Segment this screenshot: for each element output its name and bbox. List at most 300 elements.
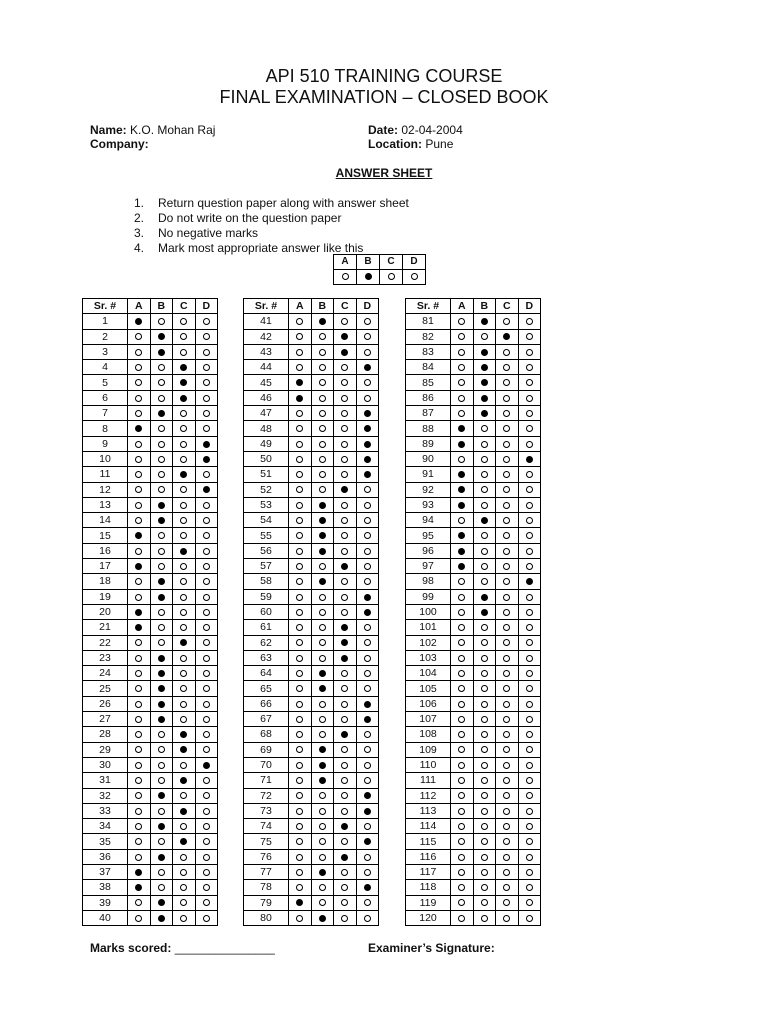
answer-bubble-cell[interactable] [334,849,357,864]
answer-bubble-cell[interactable] [311,344,334,359]
answer-bubble-cell[interactable] [451,880,474,895]
answer-bubble-cell[interactable] [173,895,196,910]
answer-bubble-cell[interactable] [518,650,541,665]
answer-bubble-cell[interactable] [289,528,312,543]
answer-bubble-cell[interactable] [128,650,151,665]
answer-bubble-cell[interactable] [473,712,496,727]
answer-bubble-cell[interactable] [311,467,334,482]
answer-bubble-cell[interactable] [128,559,151,574]
answer-bubble-cell[interactable] [356,451,379,466]
answer-bubble-cell[interactable] [334,314,357,329]
answer-bubble-cell[interactable] [356,666,379,681]
answer-bubble-cell[interactable] [195,819,218,834]
answer-bubble-cell[interactable] [173,788,196,803]
answer-bubble-cell[interactable] [289,360,312,375]
answer-bubble-cell[interactable] [195,803,218,818]
answer-bubble-cell[interactable] [173,528,196,543]
answer-bubble-cell[interactable] [356,788,379,803]
answer-bubble-cell[interactable] [334,329,357,344]
answer-bubble-cell[interactable] [128,604,151,619]
answer-bubble-cell[interactable] [150,895,173,910]
answer-bubble-cell[interactable] [289,712,312,727]
answer-bubble-cell[interactable] [289,650,312,665]
answer-bubble-cell[interactable] [518,513,541,528]
answer-bubble-cell[interactable] [150,513,173,528]
answer-bubble-cell[interactable] [311,451,334,466]
answer-bubble-cell[interactable] [150,467,173,482]
answer-bubble-cell[interactable] [195,727,218,742]
answer-bubble-cell[interactable] [195,742,218,757]
answer-bubble-cell[interactable] [496,574,519,589]
answer-bubble-cell[interactable] [150,650,173,665]
answer-bubble-cell[interactable] [128,742,151,757]
answer-bubble-cell[interactable] [195,604,218,619]
answer-bubble-cell[interactable] [128,788,151,803]
answer-bubble-cell[interactable] [496,559,519,574]
answer-bubble-cell[interactable] [173,497,196,512]
answer-bubble-cell[interactable] [356,742,379,757]
answer-bubble-cell[interactable] [150,604,173,619]
answer-bubble-cell[interactable] [473,742,496,757]
answer-bubble-cell[interactable] [334,666,357,681]
answer-bubble-cell[interactable] [473,421,496,436]
answer-bubble-cell[interactable] [451,344,474,359]
answer-bubble-cell[interactable] [496,497,519,512]
answer-bubble-cell[interactable] [150,436,173,451]
answer-bubble-cell[interactable] [334,773,357,788]
answer-bubble-cell[interactable] [173,436,196,451]
answer-bubble-cell[interactable] [311,712,334,727]
answer-bubble-cell[interactable] [451,910,474,925]
answer-bubble-cell[interactable] [518,773,541,788]
answer-bubble-cell[interactable] [356,329,379,344]
answer-bubble-cell[interactable] [150,712,173,727]
answer-bubble-cell[interactable] [518,467,541,482]
answer-bubble-cell[interactable] [289,773,312,788]
answer-bubble-cell[interactable] [496,390,519,405]
answer-bubble-cell[interactable] [128,574,151,589]
answer-bubble-cell[interactable] [451,604,474,619]
answer-bubble-cell[interactable] [334,681,357,696]
answer-bubble-cell[interactable] [356,803,379,818]
answer-bubble-cell[interactable] [334,344,357,359]
answer-bubble-cell[interactable] [150,360,173,375]
answer-bubble-cell[interactable] [451,849,474,864]
answer-bubble-cell[interactable] [451,864,474,879]
answer-bubble-cell[interactable] [496,604,519,619]
answer-bubble-cell[interactable] [518,344,541,359]
answer-bubble-cell[interactable] [356,467,379,482]
answer-bubble-cell[interactable] [518,528,541,543]
answer-bubble-cell[interactable] [356,635,379,650]
answer-bubble-cell[interactable] [518,849,541,864]
answer-bubble-cell[interactable] [334,513,357,528]
answer-bubble-cell[interactable] [518,803,541,818]
answer-bubble-cell[interactable] [150,406,173,421]
answer-bubble-cell[interactable] [195,497,218,512]
answer-bubble-cell[interactable] [195,849,218,864]
answer-bubble-cell[interactable] [173,696,196,711]
answer-bubble-cell[interactable] [289,727,312,742]
answer-bubble-cell[interactable] [334,497,357,512]
answer-bubble-cell[interactable] [496,528,519,543]
answer-bubble-cell[interactable] [356,528,379,543]
answer-bubble-cell[interactable] [173,482,196,497]
answer-bubble-cell[interactable] [496,482,519,497]
answer-bubble-cell[interactable] [334,421,357,436]
answer-bubble-cell[interactable] [356,421,379,436]
answer-bubble-cell[interactable] [195,834,218,849]
answer-bubble-cell[interactable] [496,513,519,528]
answer-bubble-cell[interactable] [150,375,173,390]
answer-bubble-cell[interactable] [289,482,312,497]
answer-bubble-cell[interactable] [356,880,379,895]
answer-bubble-cell[interactable] [289,895,312,910]
answer-bubble-cell[interactable] [173,390,196,405]
answer-bubble-cell[interactable] [518,910,541,925]
answer-bubble-cell[interactable] [289,604,312,619]
answer-bubble-cell[interactable] [356,834,379,849]
answer-bubble-cell[interactable] [311,329,334,344]
answer-bubble-cell[interactable] [289,742,312,757]
answer-bubble-cell[interactable] [356,344,379,359]
answer-bubble-cell[interactable] [473,375,496,390]
answer-bubble-cell[interactable] [289,757,312,772]
answer-bubble-cell[interactable] [311,635,334,650]
answer-bubble-cell[interactable] [311,528,334,543]
answer-bubble-cell[interactable] [356,910,379,925]
answer-bubble-cell[interactable] [334,375,357,390]
answer-bubble-cell[interactable] [496,696,519,711]
answer-bubble-cell[interactable] [496,406,519,421]
answer-bubble-cell[interactable] [496,910,519,925]
answer-bubble-cell[interactable] [356,650,379,665]
answer-bubble-cell[interactable] [334,390,357,405]
answer-bubble-cell[interactable] [356,849,379,864]
answer-bubble-cell[interactable] [356,895,379,910]
answer-bubble-cell[interactable] [451,773,474,788]
answer-bubble-cell[interactable] [173,344,196,359]
answer-bubble-cell[interactable] [451,314,474,329]
answer-bubble-cell[interactable] [518,757,541,772]
answer-bubble-cell[interactable] [334,910,357,925]
answer-bubble-cell[interactable] [150,314,173,329]
answer-bubble-cell[interactable] [128,589,151,604]
answer-bubble-cell[interactable] [473,834,496,849]
answer-bubble-cell[interactable] [150,344,173,359]
answer-bubble-cell[interactable] [496,757,519,772]
answer-bubble-cell[interactable] [150,421,173,436]
answer-bubble-cell[interactable] [195,620,218,635]
answer-bubble-cell[interactable] [473,696,496,711]
answer-bubble-cell[interactable] [128,681,151,696]
answer-bubble-cell[interactable] [311,910,334,925]
answer-bubble-cell[interactable] [195,681,218,696]
answer-bubble-cell[interactable] [311,666,334,681]
answer-bubble-cell[interactable] [496,329,519,344]
answer-bubble-cell[interactable] [150,451,173,466]
answer-bubble-cell[interactable] [496,436,519,451]
answer-bubble-cell[interactable] [150,559,173,574]
answer-bubble-cell[interactable] [518,574,541,589]
answer-bubble-cell[interactable] [173,712,196,727]
answer-bubble-cell[interactable] [473,895,496,910]
answer-bubble-cell[interactable] [128,375,151,390]
answer-bubble-cell[interactable] [518,436,541,451]
answer-bubble-cell[interactable] [311,895,334,910]
answer-bubble-cell[interactable] [496,727,519,742]
answer-bubble-cell[interactable] [311,864,334,879]
answer-bubble-cell[interactable] [150,543,173,558]
answer-bubble-cell[interactable] [334,406,357,421]
answer-bubble-cell[interactable] [473,803,496,818]
answer-bubble-cell[interactable] [356,559,379,574]
answer-bubble-cell[interactable] [128,864,151,879]
answer-bubble-cell[interactable] [128,666,151,681]
answer-bubble-cell[interactable] [334,742,357,757]
answer-bubble-cell[interactable] [128,513,151,528]
answer-bubble-cell[interactable] [195,880,218,895]
answer-bubble-cell[interactable] [150,773,173,788]
answer-bubble-cell[interactable] [289,834,312,849]
answer-bubble-cell[interactable] [195,421,218,436]
answer-bubble-cell[interactable] [496,834,519,849]
answer-bubble-cell[interactable] [150,574,173,589]
answer-bubble-cell[interactable] [289,666,312,681]
answer-bubble-cell[interactable] [311,589,334,604]
answer-bubble-cell[interactable] [311,604,334,619]
answer-bubble-cell[interactable] [289,910,312,925]
answer-bubble-cell[interactable] [451,788,474,803]
answer-bubble-cell[interactable] [473,574,496,589]
answer-bubble-cell[interactable] [173,849,196,864]
answer-bubble-cell[interactable] [311,375,334,390]
answer-bubble-cell[interactable] [150,589,173,604]
answer-bubble-cell[interactable] [195,788,218,803]
answer-bubble-cell[interactable] [518,375,541,390]
answer-bubble-cell[interactable] [173,864,196,879]
answer-bubble-cell[interactable] [289,467,312,482]
answer-bubble-cell[interactable] [150,742,173,757]
answer-bubble-cell[interactable] [496,849,519,864]
answer-bubble-cell[interactable] [289,314,312,329]
answer-bubble-cell[interactable] [195,666,218,681]
answer-bubble-cell[interactable] [128,712,151,727]
answer-bubble-cell[interactable] [356,314,379,329]
answer-bubble-cell[interactable] [334,880,357,895]
answer-bubble-cell[interactable] [173,467,196,482]
answer-bubble-cell[interactable] [334,482,357,497]
answer-bubble-cell[interactable] [289,880,312,895]
answer-bubble-cell[interactable] [150,757,173,772]
answer-bubble-cell[interactable] [173,620,196,635]
answer-bubble-cell[interactable] [451,375,474,390]
example-bubble-cell[interactable] [403,270,426,285]
answer-bubble-cell[interactable] [150,819,173,834]
answer-bubble-cell[interactable] [289,574,312,589]
answer-bubble-cell[interactable] [473,451,496,466]
answer-bubble-cell[interactable] [150,696,173,711]
answer-bubble-cell[interactable] [195,344,218,359]
answer-bubble-cell[interactable] [334,834,357,849]
answer-bubble-cell[interactable] [473,681,496,696]
answer-bubble-cell[interactable] [150,528,173,543]
answer-bubble-cell[interactable] [334,360,357,375]
answer-bubble-cell[interactable] [473,864,496,879]
answer-bubble-cell[interactable] [173,773,196,788]
answer-bubble-cell[interactable] [150,681,173,696]
answer-bubble-cell[interactable] [473,849,496,864]
answer-bubble-cell[interactable] [195,589,218,604]
answer-bubble-cell[interactable] [473,788,496,803]
answer-bubble-cell[interactable] [496,788,519,803]
answer-bubble-cell[interactable] [518,864,541,879]
answer-bubble-cell[interactable] [195,329,218,344]
answer-bubble-cell[interactable] [311,742,334,757]
answer-bubble-cell[interactable] [311,574,334,589]
answer-bubble-cell[interactable] [473,666,496,681]
answer-bubble-cell[interactable] [451,421,474,436]
answer-bubble-cell[interactable] [128,421,151,436]
answer-bubble-cell[interactable] [496,467,519,482]
answer-bubble-cell[interactable] [289,513,312,528]
answer-bubble-cell[interactable] [496,421,519,436]
answer-bubble-cell[interactable] [334,589,357,604]
answer-bubble-cell[interactable] [518,604,541,619]
answer-bubble-cell[interactable] [173,742,196,757]
answer-bubble-cell[interactable] [451,895,474,910]
answer-bubble-cell[interactable] [289,390,312,405]
answer-bubble-cell[interactable] [195,574,218,589]
answer-bubble-cell[interactable] [473,559,496,574]
answer-bubble-cell[interactable] [451,635,474,650]
answer-bubble-cell[interactable] [195,528,218,543]
answer-bubble-cell[interactable] [473,329,496,344]
answer-bubble-cell[interactable] [195,864,218,879]
answer-bubble-cell[interactable] [356,681,379,696]
answer-bubble-cell[interactable] [451,757,474,772]
answer-bubble-cell[interactable] [356,513,379,528]
answer-bubble-cell[interactable] [128,497,151,512]
answer-bubble-cell[interactable] [473,650,496,665]
answer-bubble-cell[interactable] [173,375,196,390]
answer-bubble-cell[interactable] [150,620,173,635]
answer-bubble-cell[interactable] [173,574,196,589]
answer-bubble-cell[interactable] [518,360,541,375]
answer-bubble-cell[interactable] [334,696,357,711]
answer-bubble-cell[interactable] [311,360,334,375]
answer-bubble-cell[interactable] [334,543,357,558]
answer-bubble-cell[interactable] [173,329,196,344]
answer-bubble-cell[interactable] [356,406,379,421]
answer-bubble-cell[interactable] [451,574,474,589]
answer-bubble-cell[interactable] [128,635,151,650]
answer-bubble-cell[interactable] [496,773,519,788]
answer-bubble-cell[interactable] [128,895,151,910]
answer-bubble-cell[interactable] [518,666,541,681]
answer-bubble-cell[interactable] [195,712,218,727]
answer-bubble-cell[interactable] [356,819,379,834]
answer-bubble-cell[interactable] [451,329,474,344]
answer-bubble-cell[interactable] [311,421,334,436]
answer-bubble-cell[interactable] [150,910,173,925]
answer-bubble-cell[interactable] [496,742,519,757]
answer-bubble-cell[interactable] [128,482,151,497]
answer-bubble-cell[interactable] [473,528,496,543]
answer-bubble-cell[interactable] [311,436,334,451]
answer-bubble-cell[interactable] [173,666,196,681]
answer-bubble-cell[interactable] [289,849,312,864]
answer-bubble-cell[interactable] [334,620,357,635]
answer-bubble-cell[interactable] [334,436,357,451]
answer-bubble-cell[interactable] [173,635,196,650]
answer-bubble-cell[interactable] [356,712,379,727]
answer-bubble-cell[interactable] [496,880,519,895]
answer-bubble-cell[interactable] [496,589,519,604]
answer-bubble-cell[interactable] [150,329,173,344]
answer-bubble-cell[interactable] [473,819,496,834]
answer-bubble-cell[interactable] [311,559,334,574]
answer-bubble-cell[interactable] [473,513,496,528]
answer-bubble-cell[interactable] [451,666,474,681]
answer-bubble-cell[interactable] [173,543,196,558]
answer-bubble-cell[interactable] [518,819,541,834]
answer-bubble-cell[interactable] [195,635,218,650]
answer-bubble-cell[interactable] [518,314,541,329]
answer-bubble-cell[interactable] [195,910,218,925]
answer-bubble-cell[interactable] [334,574,357,589]
answer-bubble-cell[interactable] [289,819,312,834]
answer-bubble-cell[interactable] [289,406,312,421]
answer-bubble-cell[interactable] [150,497,173,512]
answer-bubble-cell[interactable] [150,849,173,864]
answer-bubble-cell[interactable] [128,528,151,543]
answer-bubble-cell[interactable] [473,635,496,650]
answer-bubble-cell[interactable] [473,406,496,421]
answer-bubble-cell[interactable] [356,574,379,589]
answer-bubble-cell[interactable] [496,543,519,558]
answer-bubble-cell[interactable] [195,559,218,574]
answer-bubble-cell[interactable] [356,543,379,558]
answer-bubble-cell[interactable] [195,696,218,711]
answer-bubble-cell[interactable] [128,436,151,451]
answer-bubble-cell[interactable] [356,436,379,451]
answer-bubble-cell[interactable] [518,543,541,558]
example-bubble-cell[interactable] [357,270,380,285]
answer-bubble-cell[interactable] [311,482,334,497]
answer-bubble-cell[interactable] [311,513,334,528]
answer-bubble-cell[interactable] [356,727,379,742]
answer-bubble-cell[interactable] [128,803,151,818]
answer-bubble-cell[interactable] [311,406,334,421]
answer-bubble-cell[interactable] [173,406,196,421]
answer-bubble-cell[interactable] [311,314,334,329]
answer-bubble-cell[interactable] [289,620,312,635]
answer-bubble-cell[interactable] [311,696,334,711]
answer-bubble-cell[interactable] [496,344,519,359]
answer-bubble-cell[interactable] [128,727,151,742]
answer-bubble-cell[interactable] [356,773,379,788]
answer-bubble-cell[interactable] [496,895,519,910]
answer-bubble-cell[interactable] [473,543,496,558]
answer-bubble-cell[interactable] [473,497,496,512]
answer-bubble-cell[interactable] [289,421,312,436]
answer-bubble-cell[interactable] [451,727,474,742]
answer-bubble-cell[interactable] [173,681,196,696]
answer-bubble-cell[interactable] [128,467,151,482]
answer-bubble-cell[interactable] [356,375,379,390]
answer-bubble-cell[interactable] [128,819,151,834]
